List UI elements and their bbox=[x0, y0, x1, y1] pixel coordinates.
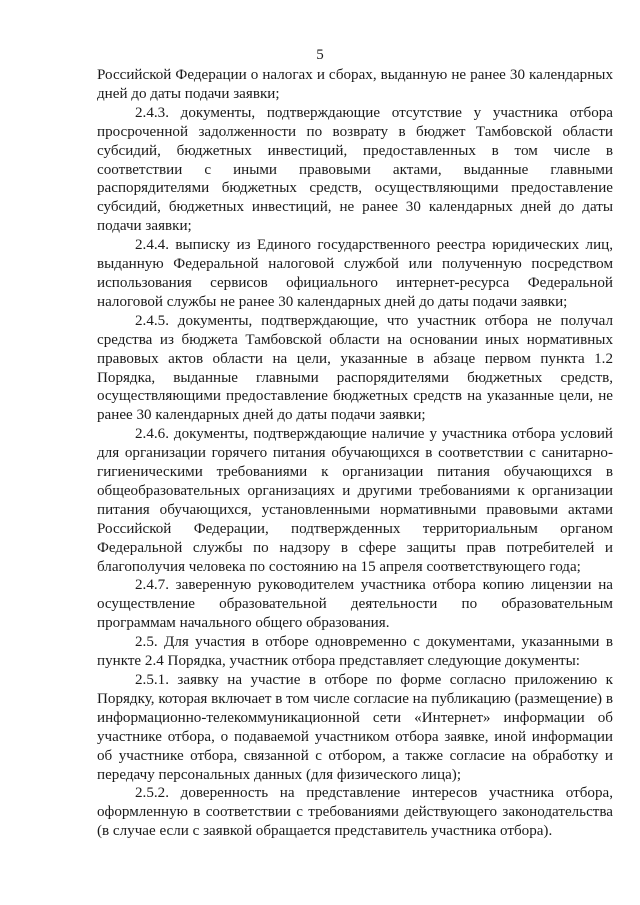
paragraph-2-5-1: 2.5.1. заявку на участие в отборе по форме согласно приложению к Порядку, которая включает в том числе согласие на публикацию (размещение) в информационно-телекоммуникационной сети «Интернет» информации об участнике отбора, о подаваемой участником отбора заявке, иной информации об участнике отбора, связанной с отбором, а также согласие на обработку и передачу персональных данных (для физического лица); bbox=[97, 672, 613, 783]
paragraph-2-5: 2.5. Для участия в отборе одновременно с документами, указанными в пункте 2.4 Порядка, участник отбора представляет следующие документы: bbox=[97, 634, 613, 670]
paragraph-2-5-2: 2.5.2. доверенность на представление интересов участника отбора, оформленную в соответствии с требованиями действующего законодательства (в случае если с заявкой обращается представитель участника отбора). bbox=[97, 785, 613, 840]
page-number: 5 bbox=[316, 47, 324, 63]
paragraph-tax-certificate-end: Российской Федерации о налогах и сборах, выданную не ранее 30 календарных дней до даты подачи заявки; bbox=[97, 67, 613, 102]
paragraph-2-4-3: 2.4.3. документы, подтверждающие отсутствие у участника отбора просроченной задолженности по возврату в бюджет Тамбовской области субсидий, бюджетных инвестиций, предоставленных в том числе в соответствии с иными правовыми актами, выданные главными распорядителями бюджетных средств, осуществляющими предоставление субсидий, бюджетных инвестиций, не ранее 30 календарных дней до даты подачи заявки; bbox=[97, 104, 613, 235]
document-body bbox=[97, 66, 613, 841]
paragraph-2-4-6: 2.4.6. документы, подтверждающие наличие у участника отбора условий для организации горячего питания обучающихся в соответствии с санитарно-гигиеническими требованиями к организации питания обучающихся в общеобразовательных организациях и другими требованиями к организации питания обучающихся, установленными нормативными правовыми актами Российской Федерации, подтвержденных территориальным органом Федеральной службы по надзору в сфере защиты прав потребителей и благополучия человека по состоянию на 15 апреля соответствующего года; bbox=[97, 426, 613, 575]
paragraph-2-4-7: 2.4.7. заверенную руководителем участника отбора копию лицензии на осуществление образовательной деятельности по образовательным программам начального общего образования. bbox=[97, 577, 613, 632]
paragraph-2-4-4: 2.4.4. выписку из Единого государственного реестра юридических лиц, выданную Федеральной налоговой службой или полученную посредством использования сервисов официального интернет-ресурса Федеральной налоговой службы не ранее 30 календарных дней до даты подачи заявки; bbox=[97, 237, 613, 310]
paragraph-2-4-5: 2.4.5. документы, подтверждающие, что участник отбора не получал средства из бюджета Тамбовской области на основании иных нормативных правовых актов области на цели, указанные в абзаце первом пункта 1.2 Порядка, выданные главными распорядителями бюджетных средств, осуществляющими предоставление бюджетных средств на указанные цели, не ранее 30 календарных дней до даты подачи заявки; bbox=[97, 312, 613, 424]
